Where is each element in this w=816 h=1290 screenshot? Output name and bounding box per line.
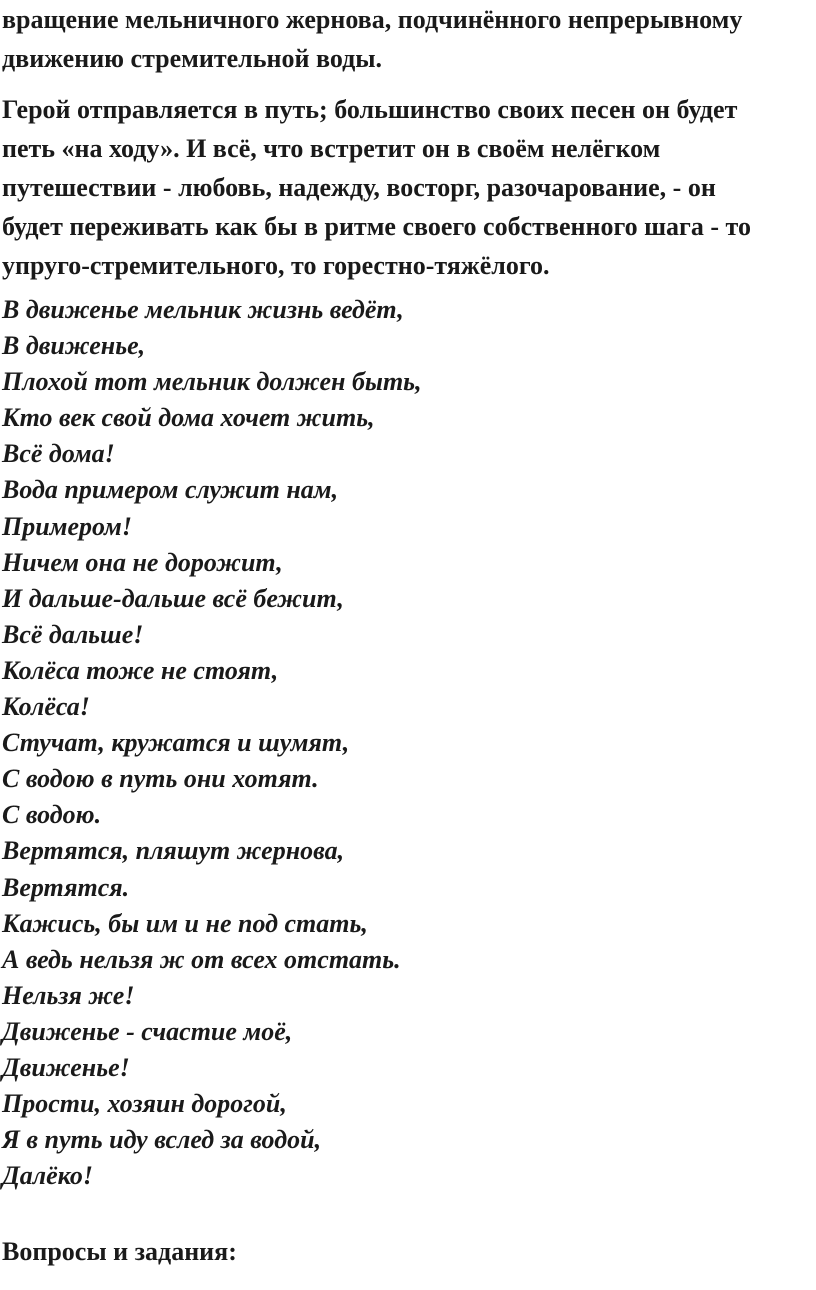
poem-line: С водою в путь они хотят. [2,764,319,794]
hero-line: Герой отправляется в путь; большинство своих песен он будет [2,95,738,124]
poem-line: Примером! [2,511,132,541]
poem-line: Нельзя же! [2,980,135,1010]
poem-line: Движенье - счастие моё, [2,1016,293,1046]
hero-line: будет переживать как бы в ритме своего собственного шага - то [2,212,751,241]
hero-line: путешествии - любовь, надежду, восторг, разочарование, - он [2,173,716,202]
hero-paragraph [2,90,751,285]
poem-block [2,292,422,1194]
intro-line: вращение мельничного жернова, подчинённого непрерывному [2,5,743,34]
poem-line: Кто век свой дома хочет жить, [2,403,375,433]
poem-line: Колёса! [2,692,90,722]
poem-line: Прости, хозяин дорогой, [2,1089,287,1119]
poem-line: Всё дальше! [2,619,144,649]
poem-line: И дальше-дальше всё бежит, [2,583,344,613]
intro-paragraph [2,0,742,78]
poem-line: Плохой тот мельник должен быть, [2,367,422,397]
poem-line: Вода примером служит нам, [2,475,339,505]
poem-line: Вертятся. [2,872,130,902]
poem-line: Всё дома! [2,439,115,469]
poem-line: Ничем она не дорожит, [2,547,283,577]
poem-line: Стучат, кружатся и шумят, [2,728,350,758]
poem-line: Вертятся, пляшут жернова, [2,836,345,866]
poem-line: Далёко! [2,1161,93,1191]
poem-line: Кажись, бы им и не под стать, [2,908,368,938]
poem-line: С водою. [2,800,102,830]
poem-line: Движенье! [2,1052,130,1082]
hero-line: петь «на ходу». И всё, что встретит он в своём нелёгком [2,134,661,163]
hero-line: упруго-стремительного, то горестно-тяжёлого. [2,251,550,280]
poem-line: Колёса тоже не стоят, [2,655,279,685]
poem-line: В движенье, [2,331,146,361]
poem-line: А ведь нельзя ж от всех отстать. [2,944,401,974]
poem-line: Я в путь иду вслед за водой, [2,1125,322,1155]
questions-heading: Вопросы и задания: [2,1237,237,1266]
intro-line: движению стремительной воды. [2,44,383,73]
poem-line: В движенье мельник жизнь ведёт, [2,295,404,324]
